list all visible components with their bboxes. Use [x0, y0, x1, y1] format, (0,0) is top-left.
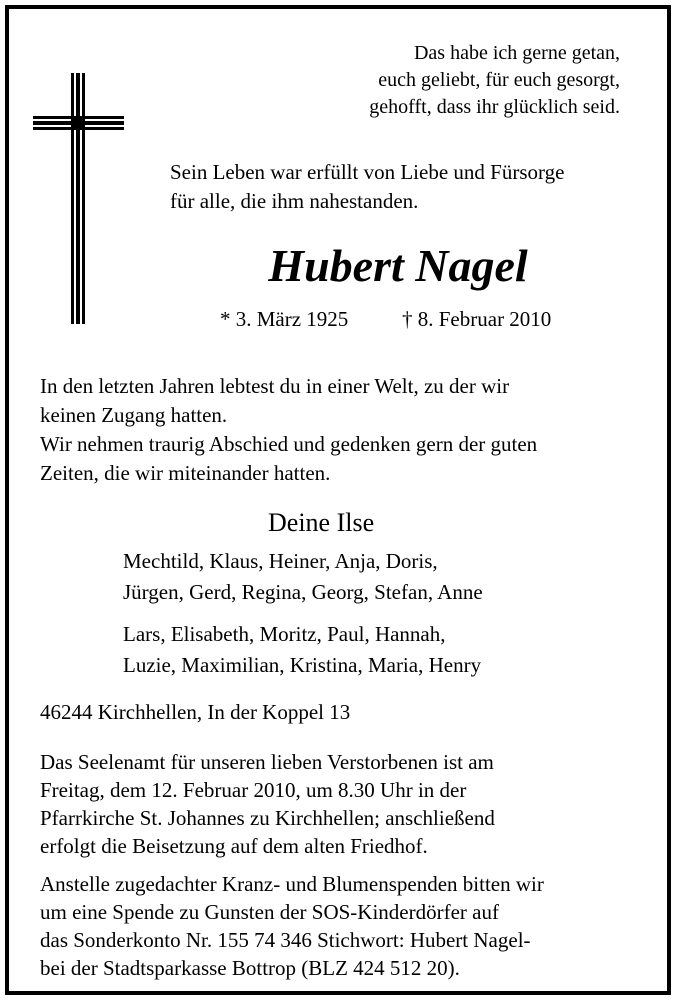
family-address: 46244 Kirchhellen, In der Koppel 13	[40, 700, 351, 724]
quote-line: Das habe ich gerne getan,	[413, 42, 620, 64]
service-line: Freitag, dem 12. Februar 2010, um 8.30 Uhr in der	[40, 778, 467, 802]
death-date: † 8. Februar 2010	[402, 307, 552, 331]
message-line: Zeiten, die wir miteinander hatten.	[40, 461, 331, 485]
grandchildren-line: Lars, Elisabeth, Moritz, Paul, Hannah,	[123, 622, 446, 646]
donation-line: Anstelle zugedachter Kranz- und Blumenspenden bitten wir	[40, 872, 544, 896]
farewell-message	[40, 372, 537, 488]
service-announcement	[40, 748, 495, 860]
message-line: Wir nehmen traurig Abschied und gedenken gern der guten	[40, 432, 538, 456]
donation-line: bei der Stadtsparkasse Bottrop (BLZ 424 512 20).	[40, 956, 460, 980]
quote-verse	[369, 40, 620, 121]
service-line: Das Seelenamt für unseren lieben Verstorbenen ist am	[40, 750, 494, 774]
grandchildren-list	[123, 619, 481, 681]
intro-line: Sein Leben war erfüllt von Liebe und Fürsorge	[170, 160, 565, 184]
grandchildren-line: Luzie, Maximilian, Kristina, Maria, Henry	[123, 653, 482, 677]
signature: Deine Ilse	[268, 508, 375, 537]
children-list	[123, 546, 483, 608]
quote-line: euch geliebt, für euch gesorgt,	[378, 69, 620, 91]
intro-text	[170, 158, 564, 216]
service-line: Pfarrkirche St. Johannes zu Kirchhellen; anschließend	[40, 806, 495, 830]
quote-line: gehofft, dass ihr glücklich seid.	[369, 96, 620, 118]
donation-line: um eine Spende zu Gunsten der SOS-Kinderdörfer auf	[40, 900, 499, 924]
service-line: erfolgt die Beisetzung auf dem alten Friedhof.	[40, 834, 428, 858]
children-line: Mechtild, Klaus, Heiner, Anja, Doris,	[123, 549, 438, 573]
donation-request	[40, 870, 544, 982]
message-line: keinen Zugang hatten.	[40, 403, 228, 427]
donation-line: das Sonderkonto Nr. 155 74 346 Stichwort: Hubert Nagel-	[40, 928, 531, 952]
children-line: Jürgen, Gerd, Regina, Georg, Stefan, Anne	[123, 580, 483, 604]
intro-line: für alle, die ihm nahestanden.	[170, 189, 419, 213]
message-line: In den letzten Jahren lebtest du in einer Welt, zu der wir	[40, 374, 510, 398]
birth-date: * 3. März 1925	[220, 307, 349, 331]
deceased-name: Hubert Nagel	[268, 240, 528, 291]
